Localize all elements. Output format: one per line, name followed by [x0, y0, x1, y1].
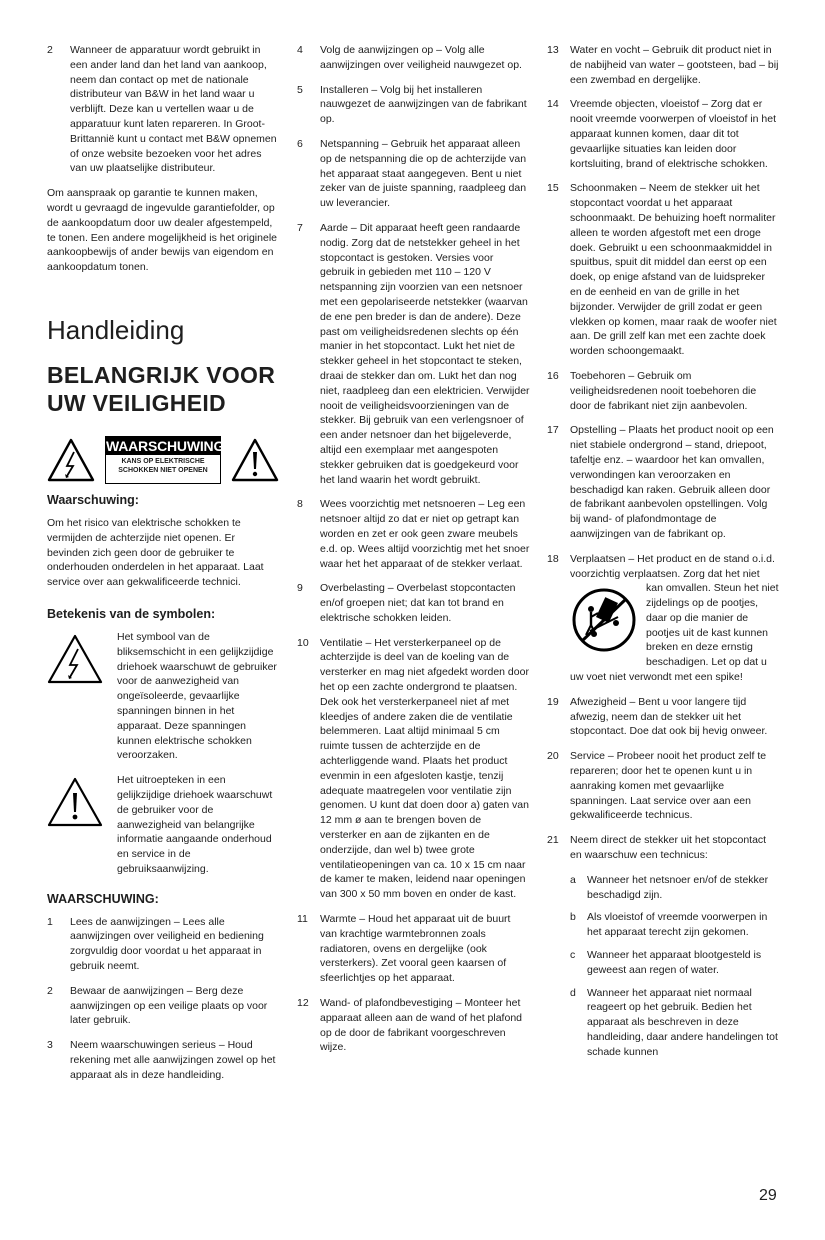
item-number: 16 — [547, 369, 559, 382]
list-item — [297, 221, 530, 487]
page-number: 29 — [759, 1187, 777, 1204]
item-text: Installeren – Volg bij het installeren nauwgezet de aanwijzingen van de fabrikant op. — [320, 83, 527, 126]
symbol-row — [47, 773, 279, 877]
warning-label-top: WAARSCHUWING — [106, 437, 225, 454]
item-text: Service – Probeer nooit het product zelf te repareren; door het te openen kunt u in aanraking komen met gevaarlijke spanningen. Laat service over aan een gekwalificeerde technicus. — [570, 750, 767, 822]
item-text: Ventilatie – Het versterkerpaneel op de achterzijde is deel van de koeling van de versterker en mag niet afgedekt worden door het op een zachte ondergrond te plaatsen. Dek ook het versterkerpaneel niet af met kleedjes of andere zaken die de ventilatie belemmeren. Laat altijd minimaal 5 cm ruimte tussen de achterzijde en de achterliggende wand. Plaats het product evenmin in een afgesloten kastje, tenzij adequate maatregelen voor ventilatie zijn genomen. U kunt dat doen door a) gaten van 12 mm ø aan te brengen boven de versterker en aan de zijkanten en de onderzijde, dan wel b) twee grote ventilatieopeningen van ca. 10 x 15 cm naar de kamer te maken, leidend naar openingen van 300 x 50 mm boven en onder de kast. — [320, 636, 529, 901]
item-text: Wees voorzichtig met netsnoeren – Leg een netsnoer altijd zo dat er niet op getrapt kan worden en zet er ook geen zware meubels e.d. op. Wees altijd voorzichtig met het snoer waar het het apparaat of de stekker verlaat. — [320, 498, 530, 570]
item-text: Schoonmaken – Neem de stekker uit het stopcontact voordat u het apparaat schoonmaakt. De behuizing hoeft normaliter alleen te worden afgestoft met een droge doek. Gebruikt u een schoonmaakmiddel in spuitbus, spuit dit middel dan eerst op een doek, op enige afstand van de luidspreker en de eenheid en van de grille in het bijzonder. Verwijder de grill zodat er geen vlekken op komen, maar raak de woofer niet aan. De grill zelf kan met een zachte doek worden schoongemaakt. — [570, 182, 777, 358]
item-text: Volg de aanwijzingen op – Volg alle aanwijzingen over veiligheid nauwgezet op. — [320, 44, 522, 71]
item-text: Wanneer de apparatuur wordt gebruikt in een ander land dan het land van aankoop, neem dan contact op met de nationale distributeur van B&W in het land waar u verblijft. Deze kan u vertellen waar u de apparatuur kunt laten repareren. In Groot-Brittannië kunt u contact met B&W opnemen of onze website bezoeken voor het adres van uw plaatselijke distributeur. — [70, 44, 277, 175]
symbols-heading: Betekenis van de symbolen: — [47, 606, 216, 621]
item-text: Neem waarschuwingen serieus – Houd rekening met alle aanwijzingen zowel op het apparaat als in deze handleiding. — [70, 1039, 276, 1081]
sub-list-item — [570, 910, 779, 940]
sub-item-letter: d — [570, 986, 576, 999]
list-item — [297, 581, 530, 625]
item-text: Bewaar de aanwijzingen – Berg deze aanwijzingen op een veilige plaats op voor later gebruik. — [70, 984, 268, 1027]
exclamation-triangle-icon — [47, 777, 103, 827]
warning-heading: Waarschuwing: — [47, 492, 139, 507]
lightning-triangle-icon — [47, 634, 103, 684]
list-item — [547, 369, 779, 413]
sub-item-text: Wanneer het apparaat blootgesteld is geweest aan regen of water. — [587, 949, 762, 976]
warning-text: Om het risico van elektrische schokken te vermijden de achterzijde niet openen. Er bevinden zich geen door de gebruiker te onderhouden onderdelen in het apparaat. Laat service over aan gekwalificeerde technici. — [47, 516, 264, 589]
list-item — [297, 43, 530, 73]
list-item — [297, 912, 530, 986]
safety-title: BELANGRIJK VOOR UW VEILIGHEID — [47, 361, 276, 417]
item-number: 11 — [297, 913, 308, 926]
list-item — [297, 996, 530, 1055]
item-number: 4 — [297, 44, 303, 56]
item-number: 1 — [47, 915, 53, 928]
item-text: Wand- of plafondbevestiging – Monteer het apparaat alleen aan de wand of het plafond op de door de fabrikant voorgeschreven wijze. — [320, 997, 522, 1054]
item-text: Water en vocht – Gebruik dit product niet in de nabijheid van water – gootsteen, bad – bij een zwembad en dergelijke. — [570, 44, 779, 86]
item-number: 8 — [297, 498, 303, 511]
list-item — [547, 695, 779, 739]
sub-list-item — [570, 873, 779, 903]
list-item — [547, 552, 779, 685]
sub-item-letter: c — [570, 949, 576, 962]
list-item — [297, 83, 530, 127]
item-number: 13 — [547, 44, 559, 56]
list-item — [547, 97, 779, 171]
item-text: Neem direct de stekker uit het stopcontact en waarschuw een technicus: — [570, 834, 767, 862]
item-text: Opstelling – Plaats het product nooit op een niet stabiele ondergrond – stand, driepoot, tafeltje enz. – waardoor het kan omvallen, verwondingen kan veroorzaken en beschadigd kan raken. Gebruik alleen door de fabrikant aanbevolen opstellingen. Volg bij wand- of plafondmontage de aanwijzingen van de fabrikant op. — [570, 424, 774, 540]
sub-item-text: Wanneer het netsnoer en/of de stekker beschadigd zijn. — [587, 873, 769, 901]
item-text: Lees de aanwijzingen – Lees alle aanwijzingen over veiligheid en bediening zorgvuldig door voordat u het apparaat in gebruik neemt. — [70, 915, 264, 973]
list-item — [297, 497, 530, 571]
waarschuwing-heading: WAARSCHUWING: — [47, 891, 159, 906]
sub-item-text: Wanneer het apparaat niet normaal reageert op het gebruik. Bedien het apparaat als beschreven in deze handleiding, daar andere handelingen tot schade kunnen — [587, 986, 778, 1058]
sub-list-item — [570, 948, 779, 978]
warning-label-bottom: KANS OP ELEKTRISCHE SCHOKKEN NIET OPENEN — [118, 457, 208, 474]
item-number: 15 — [547, 182, 559, 195]
item-text: Afwezigheid – Bent u voor langere tijd afwezig, neem dan de stekker uit het stopcontact. Doe dat ook bij hevig onweer. — [570, 695, 768, 738]
item-number: 19 — [547, 695, 559, 708]
item-number: 20 — [547, 750, 559, 763]
item-number: 2 — [47, 44, 53, 56]
symbol-row — [47, 630, 279, 763]
section-title: Handleiding — [47, 314, 185, 345]
list-item — [297, 137, 530, 211]
list-item — [547, 423, 779, 541]
item-text: Verplaatsen – Het product en de stand o.i.d. voorzichtig verplaatsen. Zorg dat — [570, 552, 775, 580]
item-number: 18 — [547, 552, 559, 565]
list-item — [47, 43, 279, 176]
list-item — [47, 915, 279, 974]
exclamation-triangle-icon — [231, 438, 279, 482]
item-number: 5 — [297, 83, 303, 96]
warning-label-box — [105, 436, 225, 484]
list-item — [47, 984, 279, 1028]
sub-item-letter: a — [570, 873, 576, 886]
item-text: Overbelasting – Overbelast stopcontacten en/of groepen niet; dat kan tot brand en elektrische schokken leiden. — [320, 582, 516, 624]
column-1 — [47, 43, 279, 1093]
item-number: 17 — [547, 424, 559, 437]
list-item — [547, 749, 779, 823]
item-text-wrap — [570, 552, 779, 685]
list-item — [547, 833, 779, 863]
sub-item-text: Als vloeistof of vreemde voorwerpen in het apparaat terecht zijn gekomen. — [587, 911, 768, 939]
warning-label-row — [47, 436, 279, 484]
sub-item-letter: b — [570, 911, 576, 924]
item-number: 7 — [297, 221, 303, 234]
column-3 — [547, 43, 779, 1068]
guarantee-paragraph: Om aanspraak op garantie te kunnen maken, wordt u gevraagd de ingevulde garantiefolder, op de aankoopdatum door uw dealer afgestempeld, te tonen. Een andere mogelijkheid is het originele aankoopbewijs of ander bewijs van eigendom en aankoopdatum tonen. — [47, 187, 277, 274]
item-text: Aarde – Dit apparaat heeft geen randaarde nodig. Zorg dat de netstekker geheel in het stopcontact is gestoken. Versies voor gebruik in gebieden met 110 – 120 V netspanning zijn voorzien van een netsnoer met een gepolariseerde netstekker (waarvan de ene pen breder is dan de andere). Deze past om veiligheidsredenen slechts op één manier in het stopcontact. Lukt het niet de stekker geheel in het stopcontact te steken, draai de stekker dan om. Lukt het dan nog niet, raadpleeg dan een elektricien. Verwijder nooit de veiligheidsvoorzieningen van de stekker. Bij gebruik van een verlengsnoer of een ander netsnoer dan het bijgeleverde, altijd een exemplaar met aangespoten stekker gebruiken dat is goedgekeurd voor het land waarin het wordt gebruikt. — [320, 221, 530, 486]
item-number: 2 — [47, 984, 53, 997]
item-text: Toebehoren – Gebruik om veiligheidsredenen nooit toebehoren die door de fabrikant niet zijn aanbevolen. — [570, 369, 757, 412]
item-number: 3 — [47, 1039, 53, 1052]
item-number: 10 — [297, 636, 309, 649]
item-number: 6 — [297, 137, 303, 150]
item-text: Vreemde objecten, vloeistof – Zorg dat er nooit vreemde voorwerpen of vloeistof in het apparaat kunnen komen, daar dit tot gevaarlijke situaties kan leiden door kortsluiting, brand of elektrische schokken. — [570, 98, 777, 170]
symbol-exclaim-text: Het uitroepteken in een gelijkzijdige driehoek waarschuwt de gebruiker voor de aanwezigheid van belangrijke informatie aangaande onderhoud en service in de gebruiksaanwijzing. — [117, 774, 273, 875]
item-number: 12 — [297, 997, 309, 1010]
list-item — [547, 43, 779, 87]
list-item — [47, 1038, 279, 1082]
item-text: Netspanning – Gebruik het apparaat alleen op de netspanning die op de achterzijde van het apparaat staat aangegeven. Bent u niet zeker van de juiste spanning, raadpleeg dan uw leverancier. — [320, 137, 527, 210]
item-number: 21 — [547, 834, 559, 847]
sub-list-item — [570, 986, 779, 1060]
item-number: 14 — [547, 98, 559, 111]
list-item — [547, 181, 779, 359]
item-number: 9 — [297, 582, 303, 595]
lightning-triangle-icon — [47, 438, 95, 482]
symbol-lightning-text: Het symbool van de bliksemschicht in een gelijkzijdige driehoek waarschuwt de gebruiker voor de aanwezigheid van ongeïsoleerde, gevaarlijke spanningen binnen in het apparaat. Deze spanningen kunnen elektrische schokken veroorzaken. — [117, 630, 277, 762]
column-2 — [297, 43, 530, 1065]
item-text: het niet kan omvallen. Steun het niet zijdelings op de pootjes, daar op die manier de pootjes uit de kast kunnen breken en deze ernstig beschadigen. Let op dat u uw voet niet verwondt met een spike! — [570, 567, 779, 684]
item-text: Warmte – Houd het apparaat uit de buurt van krachtige warmtebronnen zoals radiatoren, ovens en dergelijke (ook versterkers). Zet vooral geen kaarsen of sfeerlichtjes op het apparaat. — [320, 913, 511, 985]
cart-tip-warning-icon — [570, 587, 638, 653]
list-item — [297, 636, 530, 902]
